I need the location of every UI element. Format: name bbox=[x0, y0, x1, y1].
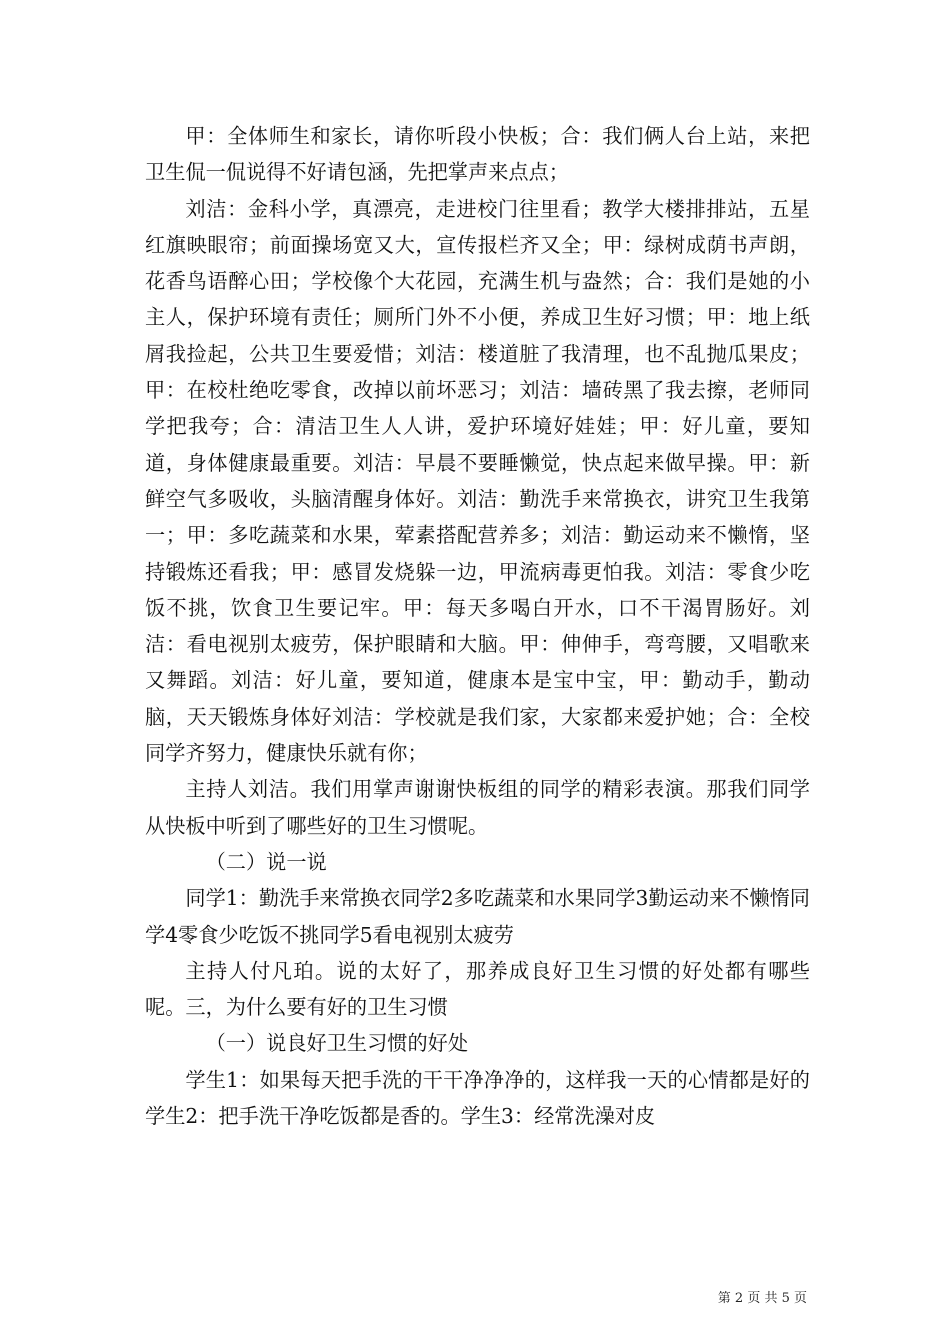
paragraph-kuaiban-performance: 刘洁：金科小学，真漂亮，走进校门往里看；教学大楼排排站，五星红旗映眼帘；前面操场宽又大，宣传报栏齐又全；甲：绿树成荫书声朗，花香鸟语醉心田；学校像个大花园，充满生机与盎然；合：我们是她的小主人，保护环境有责任；厕所门外不小便，养成卫生好习惯；甲：地上纸屑我捡起，公共卫生要爱惜；刘洁：楼道脏了我清理，也不乱抛瓜果皮；甲：在校杜绝吃零食，改掉以前坏恶习；刘洁：墙砖黑了我去擦，老师同学把我夸；合：清洁卫生人人讲，爱护环境好娃娃；甲：好儿童，要知道，身体健康最重要。刘洁：早晨不要睡懒觉，快点起来做早操。甲：新鲜空气多吸收，头脑清醒身体好。刘洁：勤洗手来常换衣，讲究卫生我第一；甲：多吃蔬菜和水果，荤素搭配营养多；刘洁：勤运动来不懒惰，坚持锻炼还看我；甲：感冒发烧躲一边，甲流病毒更怕我。刘洁：零食少吃饭不挑，饮食卫生要记牢。甲：每天多喝白开水，口不干渴胃肠好。刘洁：看电视别太疲劳，保护眼睛和大脑。甲：伸伸手，弯弯腰，又唱歌来又舞蹈。刘洁：好儿童，要知道，健康本是宝中宝，甲：勤动手，勤动脑，天天锻炼身体好刘洁：学校就是我们家，大家都来爱护她；合：全校同学齐努力，健康快乐就有你； bbox=[145, 196, 810, 766]
paragraph-host-fufanpo: 主持人付凡珀。说的太好了，那养成良好卫生习惯的好处都有哪些呢。三，为什么要有好的卫生习惯 bbox=[145, 958, 810, 1020]
document-body bbox=[145, 118, 810, 1134]
section-heading-say-it: （二）说一说 bbox=[205, 849, 327, 874]
section-heading-benefits: （一）说良好卫生习惯的好处 bbox=[205, 1031, 469, 1056]
paragraph-host-liujie: 主持人刘洁。我们用掌声谢谢快板组的同学的精彩表演。那我们同学从快板中听到了哪些好的卫生习惯呢。 bbox=[145, 777, 810, 838]
paragraph-classmates-list: 同学1：勤洗手来常换衣同学2多吃蔬菜和水果同学3勤运动来不懒惰同学4零食少吃饭不挑同学5看电视别太疲劳 bbox=[145, 886, 810, 947]
page-number-footer: 第 2 页 共 5 页 bbox=[717, 1291, 807, 1306]
paragraph-opening-lines: 甲：全体师生和家长，请你听段小快板；合：我们俩人台上站，来把卫生侃一侃说得不好请包涵，先把掌声来点点； bbox=[145, 124, 810, 185]
paragraph-student-answers: 学生1：如果每天把手洗的干干净净净的，这样我一天的心情都是好的学生2：把手洗干净吃饭都是香的。学生3：经常洗澡对皮 bbox=[145, 1067, 810, 1129]
